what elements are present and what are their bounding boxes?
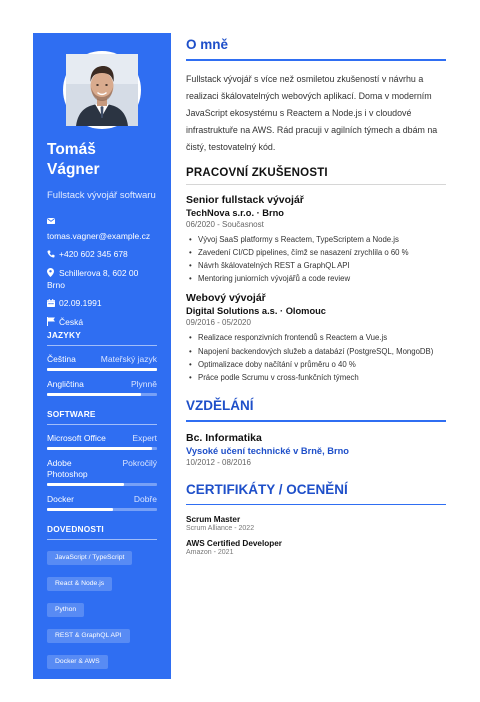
contact-birthdate	[47, 298, 157, 310]
about-text: Fullstack vývojář s více než osmiletou zkušeností v návrhu a realizaci škálovatelných webových aplikací. Doma v moderním JavaScript ekosystému s Reactem a Node.js i v cloudové infrastruktuře na AWS. Rád pracuji v agilních týmech a dbám na čistý, testovatelný kód.	[186, 73, 438, 153]
cert-issuer: Amazon - 2021	[186, 549, 234, 557]
skill-chip: REST & GraphQL API	[47, 629, 130, 643]
cert-entry	[186, 515, 446, 532]
contact-address	[47, 268, 157, 291]
job-entry	[186, 292, 446, 384]
certs-divider	[186, 504, 446, 506]
job-bullet: • Zavedení CI/CD pipelines, čímž se nasazení zrychlila o 60 %	[186, 246, 446, 259]
skills-title: DOVEDNOSTI	[47, 524, 104, 534]
software-level: Dobře	[133, 494, 157, 504]
skill-chip: Python	[47, 603, 84, 617]
software-list	[47, 433, 157, 511]
language-name: Čeština	[47, 354, 76, 364]
about-divider	[186, 59, 446, 61]
education-divider	[186, 420, 446, 422]
sidebar	[33, 33, 171, 691]
software-name: Adobe Photoshop	[47, 458, 88, 479]
job-bullet: • Vývoj SaaS platformy s Reactem, TypeScriptem a Node.js	[186, 233, 446, 246]
address-text: Schillerova 8, 602 00 Brno	[47, 268, 139, 290]
contact-nationality	[47, 317, 157, 329]
software-bar	[47, 447, 157, 450]
calendar-icon	[47, 299, 56, 310]
certs-title: CERTIFIKÁTY / OCENĚNÍ	[186, 481, 348, 497]
skill-chip: JavaScript / TypeScript	[47, 551, 132, 565]
languages-divider	[47, 345, 157, 346]
language-bar-fill	[47, 368, 157, 371]
last-name: Vágner	[47, 161, 100, 178]
contact-phone[interactable]	[47, 249, 157, 261]
experience-title: PRACOVNÍ ZKUŠENOSTI	[186, 166, 328, 179]
language-name: Angličtina	[47, 379, 84, 389]
about-title: O mně	[186, 37, 229, 52]
job-bullet: • Napojení backendových služeb a databází (PostgreSQL, MongoDB)	[186, 345, 446, 358]
education-dates: 10/2012 - 08/2016	[186, 457, 251, 467]
map-pin-icon	[47, 268, 56, 280]
contact-email[interactable]	[47, 216, 157, 242]
full-name	[47, 140, 157, 180]
languages-list	[47, 354, 157, 396]
avatar	[66, 54, 138, 126]
skill-chip: React & Node.js	[47, 577, 112, 591]
job-title: Webový vývojář	[186, 292, 266, 305]
software-item	[47, 433, 157, 450]
phone-icon	[47, 250, 56, 261]
nationality-text: Česká	[59, 317, 84, 327]
about-section	[186, 36, 446, 157]
job-bullet: • Návrh škálovatelných REST a GraphQL API	[186, 259, 446, 272]
experience-divider	[186, 184, 446, 185]
avatar-frame	[63, 51, 141, 129]
language-item	[47, 354, 157, 371]
languages-title: JAZYKY	[47, 330, 81, 340]
language-level: Plynně	[131, 379, 157, 389]
language-bar-fill	[47, 393, 141, 396]
profile-photo	[66, 54, 138, 126]
first-name: Tomáš	[47, 141, 96, 158]
birthdate-text: 02.09.1991	[59, 298, 102, 308]
job-bullet: • Realizace responzivních frontendů s Reactem a Vue.js	[186, 331, 446, 344]
job-bullets	[186, 331, 446, 384]
phone-text: +420 602 345 678	[59, 249, 128, 259]
language-bar	[47, 393, 157, 396]
job-bullets	[186, 233, 446, 286]
cert-name: AWS Certified Developer	[186, 539, 282, 549]
software-level: Pokročilý	[122, 458, 157, 468]
software-bar-fill	[47, 447, 152, 450]
cert-issuer: Scrum Alliance - 2022	[186, 525, 255, 533]
job-entry	[186, 194, 446, 286]
email-text: tomas.vagner@example.cz	[47, 231, 151, 241]
experience-section	[186, 167, 446, 385]
job-bullet: • Mentoring juniorních vývojářů a code review	[186, 272, 446, 285]
cert-entry	[186, 539, 446, 556]
software-item	[47, 494, 157, 511]
skills-chips	[47, 546, 157, 702]
software-divider	[47, 424, 157, 425]
job-bullet: • Práce podle Scrumu v cross-funkčních týmech	[186, 371, 446, 384]
certs-section	[186, 481, 446, 557]
software-title: SOFTWARE	[47, 409, 96, 419]
education-section	[186, 397, 446, 467]
software-level: Expert	[132, 433, 157, 443]
cert-name: Scrum Master	[186, 515, 241, 525]
software-name: Docker	[47, 494, 74, 504]
language-bar	[47, 368, 157, 371]
software-bar	[47, 483, 157, 486]
envelope-icon	[47, 216, 157, 227]
skill-chip: Git & CI/CD	[47, 681, 99, 695]
education-title: VZDĚLÁNÍ	[186, 398, 254, 414]
software-name: Microsoft Office	[47, 433, 106, 443]
education-degree: Bc. Informatika	[186, 431, 262, 444]
job-role: Fullstack vývojář softwaru	[47, 190, 156, 201]
job-bullet: • Optimalizace doby načítání v průměru o 40 %	[186, 358, 446, 371]
job-dates: 06/2020 - Současnost	[186, 219, 264, 229]
language-level: Mateřský jazyk	[100, 354, 157, 364]
job-company: Digital Solutions a.s. · Olomouc	[186, 306, 326, 317]
software-bar-fill	[47, 508, 113, 511]
main-content	[186, 36, 446, 556]
software-bar	[47, 508, 157, 511]
software-bar-fill	[47, 483, 124, 486]
job-company: TechNova s.r.o. · Brno	[186, 207, 284, 218]
job-title: Senior fullstack vývojář	[186, 193, 304, 206]
skills-divider	[47, 539, 157, 540]
language-item	[47, 379, 157, 396]
education-entry	[186, 432, 446, 467]
contact-info	[47, 216, 157, 329]
skill-chip: Docker & AWS	[47, 655, 108, 669]
flag-icon	[47, 317, 56, 329]
job-dates: 09/2016 - 05/2020	[186, 318, 251, 328]
software-item	[47, 458, 157, 486]
education-school: Vysoké učení technické v Brně, Brno	[186, 445, 349, 456]
